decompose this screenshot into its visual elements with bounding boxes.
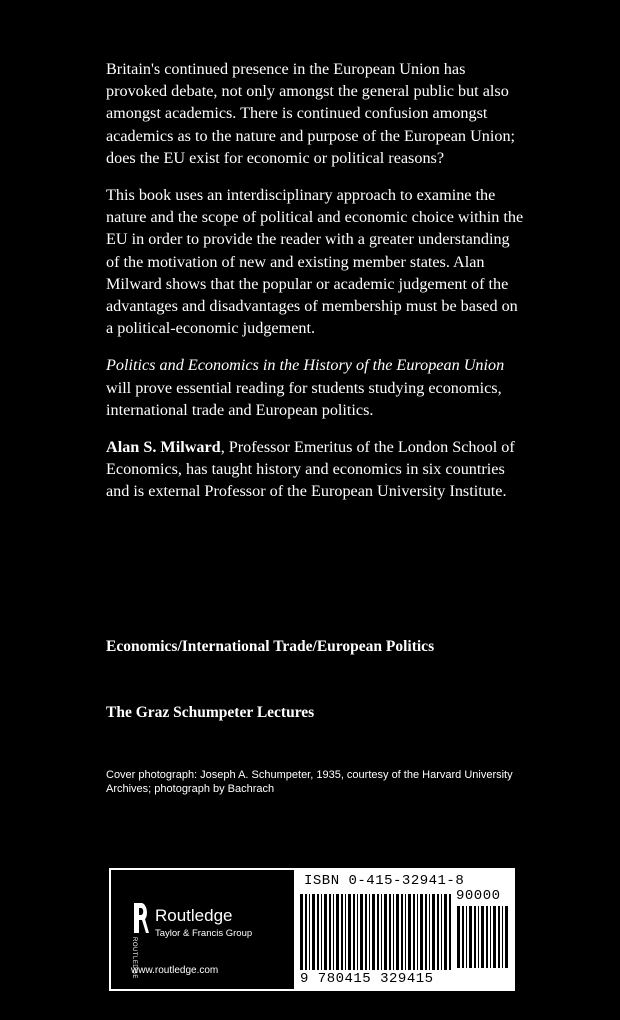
publisher-name: Routledge [155, 906, 233, 925]
barcode-bar [408, 894, 411, 970]
barcode-bar [486, 906, 488, 968]
price-barcode-bars [457, 906, 509, 968]
barcode-bar [462, 906, 464, 968]
publisher-block [111, 870, 294, 989]
barcode-bar [401, 894, 403, 970]
blurb-paragraph-3-text: will prove essential reading for students studying economics, international trade and European politics. [106, 378, 502, 419]
barcode-bar [365, 894, 367, 970]
barcode-bar [466, 906, 467, 968]
barcode-bar [389, 894, 391, 970]
barcode-bar [345, 894, 346, 970]
author-bio-text: , Professor Emeritus of the London School of Economics, has taught history and economics in six countries and is external Professor of the European University Institute. [106, 438, 515, 501]
barcode-bar [384, 894, 387, 970]
barcode-bar [324, 894, 327, 970]
barcode-bar [300, 894, 303, 970]
barcode-bar [393, 894, 394, 970]
blurb-paragraph-1: Britain's continued presence in the European Union has provoked debate, not only amongst the general public but also amongst academics. There is continued confusion amongst academics as to the nature and purpose of the European Union; does the EU exist for economic or political reasons? [106, 60, 516, 167]
barcode-bar [413, 894, 415, 970]
barcode-bar [305, 894, 307, 970]
barcode-bar [348, 894, 351, 970]
publisher-url: www.routledge.com [131, 965, 219, 976]
barcode-bar [493, 906, 496, 968]
publisher-barcode-panel [109, 868, 515, 991]
book-title: Politics and Economics in the History of the European Union [106, 356, 505, 375]
author-bio [106, 436, 526, 503]
barcode-bar [474, 906, 476, 968]
cover-photo-credit: Cover photograph: Joseph A. Schumpeter, 1935, courtesy of the Harvard University Archives; photograph by Bachrach [106, 769, 513, 795]
barcode-bar [502, 906, 503, 968]
barcode-bar [369, 894, 370, 970]
barcode-bar [444, 894, 447, 970]
ean-barcode-bars [300, 894, 452, 970]
back-cover-blurb [106, 58, 526, 518]
barcode-bar [321, 894, 322, 970]
isbn-text: ISBN 0-415-32941-8 [304, 873, 465, 889]
barcode-bar [372, 894, 375, 970]
barcode-bar [420, 894, 423, 970]
price-code-digits: 90000 [456, 888, 501, 904]
barcode-bar [505, 906, 508, 968]
blurb-paragraph-2: This book uses an interdisciplinary approach to examine the nature and the scope of political and economic choice within the EU in order to provide the reader with a greater understanding of the motivation of new and existing member states. Alan Milward shows that the popular or academic judgement of the advantages and disadvantages of membership must be based on a political-economic judgement. [106, 186, 524, 338]
barcode-bar [478, 906, 479, 968]
barcode-bar [481, 906, 484, 968]
publisher-group: Taylor & Francis Group [155, 928, 253, 939]
barcode-bar [329, 894, 331, 970]
barcode-bar [490, 906, 491, 968]
barcode-bar [425, 894, 427, 970]
barcode-bar [333, 894, 334, 970]
barcode-bar [441, 894, 442, 970]
barcode-bar [336, 894, 339, 970]
series-name: The Graz Schumpeter Lectures [106, 704, 315, 721]
barcode-bar [312, 894, 315, 970]
barcode-bar [309, 894, 310, 970]
author-name: Alan S. Milward [106, 438, 221, 457]
blurb-paragraph-3 [106, 354, 526, 421]
subject-category: Economics/International Trade/European Politics [106, 638, 435, 655]
barcode-bar [396, 894, 399, 970]
routledge-logo-icon [131, 901, 149, 935]
ean-digits: 9 780415 329415 [300, 971, 434, 987]
barcode-bar [457, 906, 460, 968]
barcode-bar [360, 894, 363, 970]
barcode-bar [317, 894, 319, 970]
barcode-bar [432, 894, 435, 970]
barcode-bar [469, 906, 472, 968]
barcode-bar [437, 894, 439, 970]
barcode-bar [405, 894, 406, 970]
barcode-block [294, 870, 513, 989]
publisher-vertical-text: ROUTLEDGE [131, 937, 137, 979]
barcode-bar [357, 894, 358, 970]
barcode-bar [449, 894, 451, 970]
barcode-bar [341, 894, 343, 970]
barcode-bar [377, 894, 379, 970]
barcode-bar [429, 894, 430, 970]
barcode-bar [353, 894, 355, 970]
barcode-bar [498, 906, 500, 968]
barcode-bar [417, 894, 418, 970]
barcode-bar [381, 894, 382, 970]
